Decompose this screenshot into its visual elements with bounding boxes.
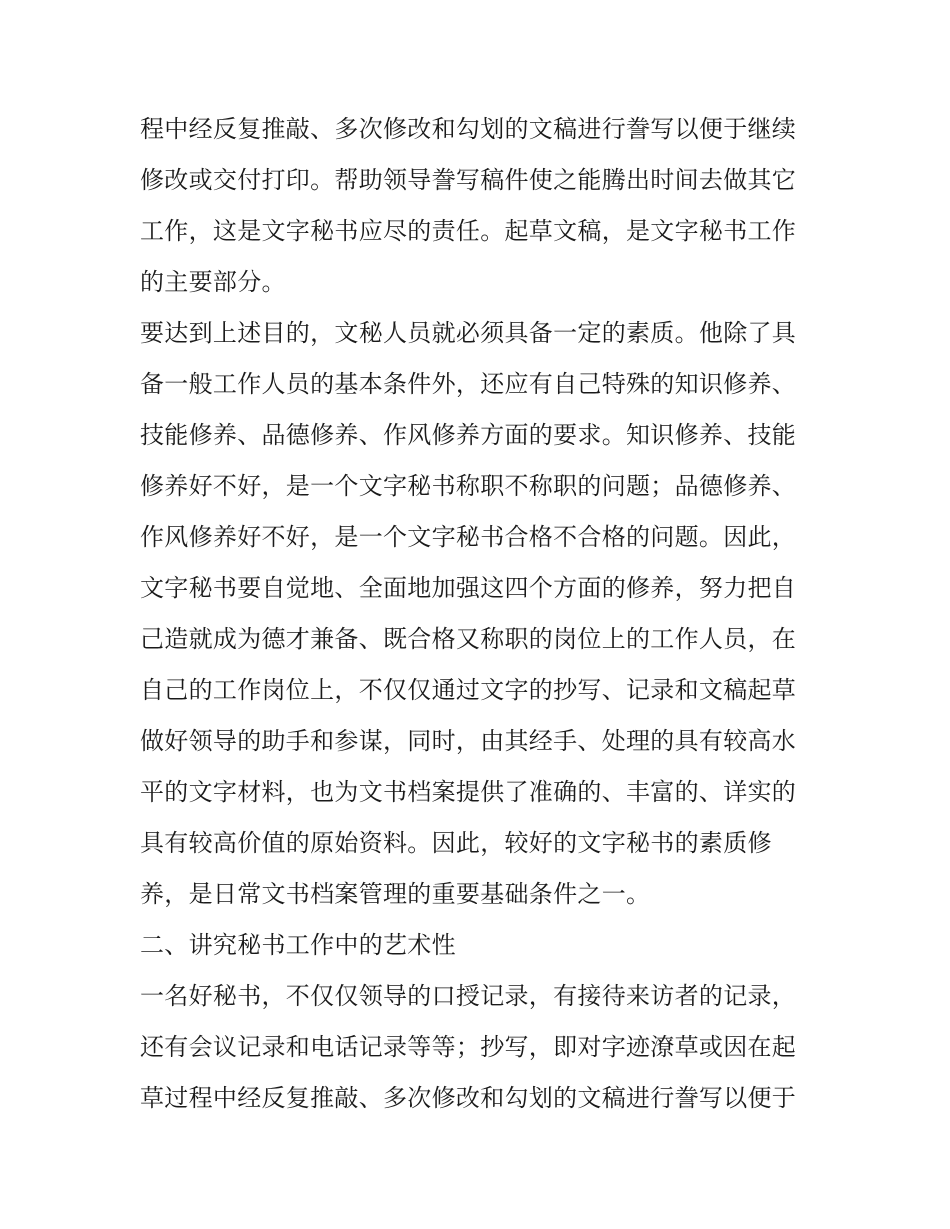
text-line: 具有较高价值的原始资料。因此，较好的文字秘书的素质修: [140, 829, 772, 857]
text-line: 程中经反复推敲、多次修改和勾划的文稿进行誊写以便于继续: [140, 115, 797, 143]
text-line: 备一般工作人员的基本条件外，还应有自己特殊的知识修养、: [140, 370, 797, 398]
text-line: 平的文字材料，也为文书档案提供了准确的、丰富的、详实的: [140, 778, 797, 806]
text-line: 文字秘书要自觉地、全面地加强这四个方面的修养，努力把自: [140, 574, 797, 602]
text-line: 技能修养、品德修养、作风修养方面的要求。知识修养、技能: [140, 421, 797, 449]
text-line: 要达到上述目的，文秘人员就必须具备一定的素质。他除了具: [140, 319, 797, 347]
text-line: 作风修养好不好，是一个文字秘书合格不合格的问题。因此，: [140, 523, 797, 551]
section-heading: 二、讲究秘书工作中的艺术性: [140, 931, 456, 959]
text-line: 工作，这是文字秘书应尽的责任。起草文稿，是文字秘书工作: [140, 217, 797, 245]
text-line: 修养好不好，是一个文字秘书称职不称职的问题；品德修养、: [140, 472, 797, 500]
text-line: 一名好秘书，不仅仅领导的口授记录，有接待来访者的记录，: [140, 982, 797, 1010]
text-line: 自己的工作岗位上，不仅仅通过文字的抄写、记录和文稿起草: [140, 676, 797, 704]
text-line: 做好领导的助手和参谋，同时，由其经手、处理的具有较高水: [140, 727, 797, 755]
text-line: 还有会议记录和电话记录等等；抄写，即对字迹潦草或因在起: [140, 1033, 797, 1061]
text-line: 修改或交付打印。帮助领导誊写稿件使之能腾出时间去做其它: [140, 166, 797, 194]
text-line: 的主要部分。: [140, 268, 286, 296]
text-line: 养，是日常文书档案管理的重要基础条件之一。: [140, 880, 651, 908]
text-line: 草过程中经反复推敲、多次修改和勾划的文稿进行誊写以便于: [140, 1084, 797, 1112]
document-body: [140, 104, 820, 1124]
text-line: 己造就成为德才兼备、既合格又称职的岗位上的工作人员，在: [140, 625, 797, 653]
